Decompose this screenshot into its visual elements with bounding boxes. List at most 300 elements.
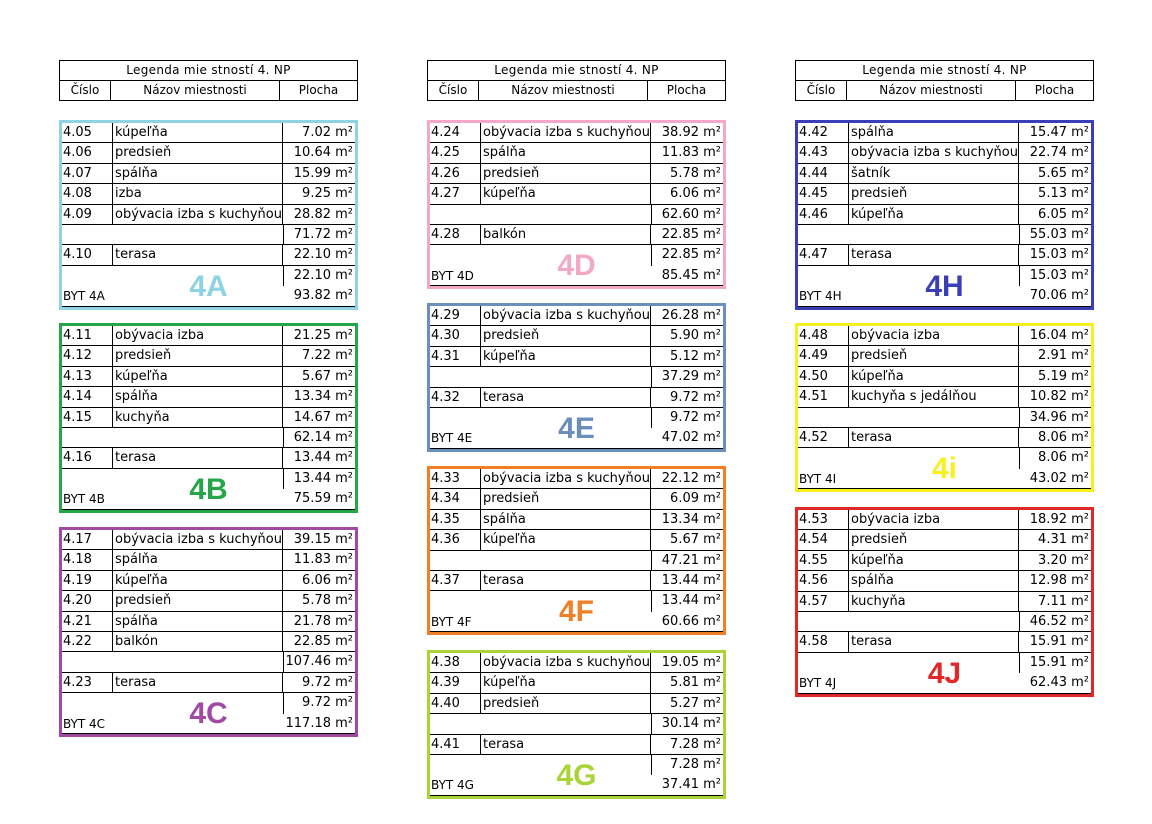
room-area: 6.06 m²	[302, 572, 353, 588]
byt-label: BYT 4A	[63, 289, 105, 304]
room-number: 4.25	[430, 143, 481, 162]
room-area: 15.99 m²	[293, 165, 353, 181]
room-name: obývacia izba s kuchyňou	[113, 205, 283, 224]
col-num-header: Číslo	[796, 81, 847, 100]
room-row	[430, 469, 723, 489]
room-number: 4.22	[62, 632, 113, 651]
room-name: terasa	[849, 428, 1019, 447]
room-number: 4.18	[62, 550, 113, 569]
exterior-row	[62, 245, 355, 265]
room-number: 4.13	[62, 367, 113, 386]
room-name: spálňa	[481, 510, 651, 529]
room-number: 4.27	[430, 184, 481, 203]
room-name: obývacia izba s kuchyňou	[481, 653, 651, 672]
subtotal-exterior: 9.72 m²	[651, 408, 723, 428]
byt-row	[798, 673, 1091, 693]
subtotal-row	[62, 428, 355, 448]
room-name: predsieň	[113, 591, 283, 610]
room-name: obývacia izba	[113, 326, 283, 345]
column-2	[427, 60, 726, 101]
room-number: 4.15	[62, 408, 113, 427]
room-name: šatník	[849, 164, 1019, 183]
room-row	[430, 694, 723, 714]
byt-row	[62, 714, 355, 734]
subtotal-exterior: 9.72 m²	[283, 693, 355, 713]
unit-4d	[427, 120, 726, 289]
byt-total: 62.43 m²	[1029, 675, 1089, 691]
unit-4f	[427, 466, 726, 635]
room-row	[430, 347, 723, 367]
byt-total: 93.82 m²	[293, 288, 353, 304]
subtotal-row	[62, 693, 355, 713]
subtotal-exterior: 15.03 m²	[1019, 266, 1091, 286]
subtotal-exterior: 13.44 m²	[651, 591, 723, 611]
subtotal-row	[62, 266, 355, 286]
blank-cell	[482, 367, 651, 386]
room-row	[430, 653, 723, 673]
room-name: predsieň	[849, 184, 1019, 203]
room-number: 4.21	[62, 612, 113, 631]
subtotal-row	[798, 266, 1091, 286]
subtotal-interior: 71.72 m²	[283, 225, 355, 244]
room-name: kúpeľňa	[481, 530, 651, 549]
col-area-header: Plocha	[1034, 83, 1075, 97]
room-area: 15.03 m²	[1029, 247, 1089, 263]
byt-row	[62, 286, 355, 306]
room-name: kuchyňa	[113, 408, 283, 427]
unit-label: 4G	[556, 758, 597, 792]
exterior-row	[430, 225, 723, 245]
blank-cell	[850, 673, 1019, 692]
room-area: 15.47 m²	[1029, 125, 1089, 140]
room-name: kuchyňa s jedálňou	[849, 387, 1019, 406]
unit-label: 4E	[558, 411, 595, 445]
room-number: 4.08	[62, 184, 113, 203]
blank-cell	[430, 755, 482, 775]
room-name: terasa	[849, 632, 1019, 651]
subtotal-row	[430, 245, 723, 265]
room-number: 4.31	[430, 347, 481, 366]
room-area: 6.06 m²	[670, 186, 721, 202]
room-area: 7.11 m²	[1038, 593, 1089, 609]
byt-total: 47.02 m²	[661, 430, 721, 446]
room-name: kuchyňa	[849, 592, 1019, 611]
room-number: 4.36	[430, 530, 481, 549]
room-number: 4.41	[430, 735, 481, 754]
room-number: 4.29	[430, 306, 481, 325]
exterior-row	[798, 632, 1091, 652]
room-name: terasa	[113, 245, 283, 264]
room-row	[430, 164, 723, 184]
room-row	[430, 489, 723, 509]
room-area: 12.98 m²	[1029, 573, 1089, 589]
subtotal-row	[430, 367, 723, 387]
room-number: 4.46	[798, 205, 849, 224]
blank-cell	[798, 266, 850, 286]
unit-label: 4F	[558, 595, 594, 629]
room-number: 4.05	[62, 123, 113, 142]
room-area: 7.22 m²	[302, 348, 353, 364]
col-num-header: Číslo	[428, 81, 479, 100]
room-name: terasa	[849, 245, 1019, 264]
room-row	[798, 164, 1091, 184]
room-name: obývacia izba s kuchyňou	[481, 306, 651, 325]
subtotal-interior: 62.14 m²	[283, 428, 355, 447]
byt-total: 70.06 m²	[1029, 288, 1089, 304]
blank-cell	[482, 612, 651, 631]
subtotal-row	[430, 591, 723, 611]
subtotal-row	[798, 653, 1091, 673]
room-name: terasa	[481, 388, 651, 407]
room-area: 5.65 m²	[1038, 165, 1089, 181]
subtotal-row	[798, 612, 1091, 632]
room-row	[798, 551, 1091, 571]
room-name: kúpeľňa	[481, 184, 651, 203]
room-row	[62, 367, 355, 387]
exterior-row	[798, 428, 1091, 448]
room-area: 13.34 m²	[293, 389, 353, 405]
room-row	[430, 673, 723, 693]
byt-row	[430, 428, 723, 448]
room-number: 4.48	[798, 326, 849, 345]
room-area: 7.28 m²	[670, 736, 721, 752]
subtotal-exterior: 15.91 m²	[1019, 653, 1091, 673]
room-row	[798, 346, 1091, 366]
room-area: 5.81 m²	[670, 675, 721, 691]
blank-cell	[482, 205, 651, 224]
room-number: 4.34	[430, 489, 481, 508]
blank-cell	[430, 408, 482, 428]
room-row	[62, 346, 355, 366]
byt-total: 37.41 m²	[661, 777, 721, 793]
subtotal-row	[62, 469, 355, 489]
room-row	[430, 510, 723, 530]
room-number: 4.56	[798, 571, 849, 590]
room-area: 22.85 m²	[293, 633, 353, 649]
room-number: 4.57	[798, 592, 849, 611]
blank-cell	[430, 714, 482, 733]
room-number: 4.45	[798, 184, 849, 203]
room-name: predsieň	[849, 530, 1019, 549]
room-row	[430, 184, 723, 204]
unit-label: 4C	[189, 696, 228, 730]
blank-cell	[114, 266, 283, 286]
room-number: 4.06	[62, 143, 113, 162]
room-row	[62, 326, 355, 346]
blank-cell	[114, 714, 283, 733]
room-name: spálňa	[481, 143, 651, 162]
subtotal-row	[62, 652, 355, 672]
exterior-row	[62, 673, 355, 693]
room-name: spálňa	[113, 612, 283, 631]
room-row	[798, 592, 1091, 612]
room-row	[62, 184, 355, 204]
room-number: 4.24	[430, 123, 481, 142]
room-area: 28.82 m²	[293, 206, 353, 222]
room-area: 3.20 m²	[1038, 552, 1089, 568]
byt-total: 85.45 m²	[661, 267, 721, 283]
room-number: 4.54	[798, 530, 849, 549]
room-number: 4.23	[62, 673, 113, 692]
room-area: 26.28 m²	[661, 308, 721, 323]
subtotal-row	[430, 408, 723, 428]
room-name: predsieň	[481, 164, 651, 183]
room-name: kúpeľňa	[113, 571, 283, 590]
blank-cell	[482, 266, 651, 285]
byt-label: BYT 4D	[431, 268, 474, 283]
room-area: 21.25 m²	[293, 328, 353, 343]
room-name: terasa	[113, 448, 283, 467]
subtotal-row	[798, 408, 1091, 428]
room-area: 5.78 m²	[670, 165, 721, 181]
room-row	[430, 530, 723, 550]
room-name: kúpeľňa	[849, 205, 1019, 224]
room-row	[62, 408, 355, 428]
room-area: 22.12 m²	[661, 471, 721, 486]
blank-cell	[114, 225, 283, 244]
room-number: 4.09	[62, 205, 113, 224]
blank-cell	[430, 367, 482, 386]
room-row	[798, 326, 1091, 346]
blank-cell	[850, 266, 1019, 286]
room-row	[62, 571, 355, 591]
blank-cell	[850, 225, 1019, 244]
blank-cell	[798, 653, 850, 673]
unit-label: 4H	[925, 269, 964, 303]
room-number: 4.14	[62, 387, 113, 406]
legend-title: Legenda mie stností 4. NP	[60, 61, 357, 81]
unit-label: 4i	[931, 452, 958, 486]
room-row	[798, 205, 1091, 225]
byt-row	[430, 266, 723, 286]
exterior-row	[430, 735, 723, 755]
room-name: obývacia izba	[849, 510, 1019, 529]
room-number: 4.51	[798, 387, 849, 406]
unit-label: 4B	[189, 472, 228, 506]
blank-cell	[430, 551, 482, 570]
subtotal-row	[430, 714, 723, 734]
unit-4e	[427, 303, 726, 452]
room-area: 16.04 m²	[1029, 328, 1089, 343]
legend-title: Legenda mie stností 4. NP	[428, 61, 725, 81]
room-row	[62, 164, 355, 184]
room-area: 5.13 m²	[1038, 186, 1089, 202]
col-name-header: Názov miestnosti	[847, 81, 1016, 100]
room-name: izba	[113, 184, 283, 203]
blank-cell	[62, 693, 114, 713]
blank-cell	[114, 489, 283, 508]
room-number: 4.19	[62, 571, 113, 590]
room-number: 4.33	[430, 469, 481, 488]
exterior-row	[430, 388, 723, 408]
byt-label: BYT 4J	[799, 676, 837, 691]
legend-title: Legenda mie stností 4. NP	[796, 61, 1093, 81]
unit-4a	[59, 120, 358, 310]
blank-cell	[430, 245, 482, 265]
subtotal-interior: 34.96 m²	[1019, 408, 1091, 427]
blank-cell	[62, 469, 114, 489]
room-area: 9.72 m²	[302, 674, 353, 690]
room-area: 5.19 m²	[1038, 368, 1089, 384]
blank-cell	[114, 693, 283, 713]
blank-cell	[798, 448, 850, 468]
blank-cell	[62, 266, 114, 286]
room-row	[430, 143, 723, 163]
room-area: 13.34 m²	[661, 511, 721, 527]
room-number: 4.26	[430, 164, 481, 183]
room-number: 4.58	[798, 632, 849, 651]
room-area: 9.72 m²	[670, 389, 721, 405]
col-area-header: Plocha	[298, 83, 339, 97]
room-row	[798, 530, 1091, 550]
blank-cell	[482, 591, 651, 611]
blank-cell	[850, 612, 1019, 631]
room-area: 5.27 m²	[670, 695, 721, 711]
exterior-row	[62, 448, 355, 468]
blank-cell	[430, 205, 482, 224]
room-row	[62, 591, 355, 611]
exterior-row	[430, 571, 723, 591]
room-number: 4.17	[62, 530, 113, 549]
byt-label: BYT 4F	[431, 614, 472, 629]
room-number: 4.07	[62, 164, 113, 183]
room-area: 10.82 m²	[1029, 389, 1089, 405]
room-name: kúpeľňa	[849, 551, 1019, 570]
room-number: 4.30	[430, 326, 481, 345]
subtotal-row	[430, 205, 723, 225]
room-row	[430, 326, 723, 346]
room-name: kúpeľňa	[113, 123, 283, 142]
room-name: terasa	[481, 735, 651, 754]
subtotal-interior: 107.46 m²	[283, 652, 355, 671]
subtotal-exterior: 22.85 m²	[651, 245, 723, 265]
room-number: 4.55	[798, 551, 849, 570]
byt-label: BYT 4I	[799, 471, 837, 486]
byt-total: 60.66 m²	[661, 613, 721, 629]
blank-cell	[482, 714, 651, 733]
room-name: obývacia izba s kuchyňou	[481, 123, 651, 142]
byt-row	[62, 489, 355, 509]
unit-label: 4A	[189, 269, 228, 303]
room-area: 4.31 m²	[1038, 532, 1089, 548]
room-number: 4.42	[798, 123, 849, 142]
room-area: 2.91 m²	[1038, 348, 1089, 364]
subtotal-row	[430, 551, 723, 571]
blank-cell	[482, 245, 651, 265]
room-name: predsieň	[113, 346, 283, 365]
room-number: 4.12	[62, 346, 113, 365]
room-number: 4.10	[62, 245, 113, 264]
room-row	[62, 632, 355, 652]
byt-row	[430, 612, 723, 632]
room-number: 4.52	[798, 428, 849, 447]
room-area: 15.91 m²	[1029, 634, 1089, 650]
subtotal-row	[430, 755, 723, 775]
blank-cell	[482, 775, 651, 794]
unit-4i	[795, 323, 1094, 492]
blank-cell	[482, 428, 651, 447]
room-number: 4.43	[798, 143, 849, 162]
unit-4b	[59, 323, 358, 513]
room-number: 4.47	[798, 245, 849, 264]
room-number: 4.11	[62, 326, 113, 345]
room-number: 4.28	[430, 225, 481, 244]
room-row	[62, 550, 355, 570]
subtotal-row	[798, 448, 1091, 468]
legend-header	[427, 60, 726, 101]
blank-cell	[62, 428, 114, 447]
blank-cell	[430, 591, 482, 611]
byt-label: BYT 4H	[799, 289, 842, 304]
room-area: 22.10 m²	[293, 247, 353, 263]
room-name: kúpeľňa	[113, 367, 283, 386]
byt-label: BYT 4C	[63, 716, 106, 731]
col-name-header: Názov miestnosti	[111, 81, 280, 100]
room-row	[430, 306, 723, 326]
blank-cell	[850, 653, 1019, 673]
room-area: 5.78 m²	[302, 593, 353, 609]
room-row	[62, 123, 355, 143]
column-3	[795, 60, 1094, 101]
byt-label: BYT 4E	[431, 431, 473, 446]
subtotal-exterior: 13.44 m²	[283, 469, 355, 489]
subtotal-interior: 55.03 m²	[1019, 225, 1091, 244]
room-row	[62, 530, 355, 550]
room-number: 4.20	[62, 591, 113, 610]
subtotal-exterior: 7.28 m²	[651, 755, 723, 775]
room-name: spálňa	[849, 123, 1019, 142]
room-area: 22.85 m²	[661, 226, 721, 242]
byt-label: BYT 4G	[431, 778, 474, 793]
byt-row	[430, 775, 723, 795]
room-area: 38.92 m²	[661, 125, 721, 140]
blank-cell	[114, 428, 283, 447]
unit-label: 4J	[927, 656, 962, 690]
room-name: terasa	[113, 673, 283, 692]
blank-cell	[850, 448, 1019, 468]
room-area: 18.92 m²	[1029, 512, 1089, 527]
room-name: predsieň	[113, 143, 283, 162]
room-area: 22.74 m²	[1029, 145, 1089, 161]
room-row	[798, 510, 1091, 530]
legend-header	[795, 60, 1094, 101]
blank-cell	[798, 612, 850, 631]
unit-4g	[427, 650, 726, 799]
room-name: obývacia izba s kuchyňou	[481, 469, 651, 488]
room-name: balkón	[481, 225, 651, 244]
room-area: 14.67 m²	[293, 409, 353, 425]
unit-4j	[795, 507, 1094, 697]
room-name: spálňa	[113, 550, 283, 569]
blank-cell	[798, 408, 850, 427]
subtotal-interior: 47.21 m²	[651, 551, 723, 570]
room-area: 10.64 m²	[293, 145, 353, 161]
blank-cell	[114, 652, 283, 671]
room-number: 4.39	[430, 673, 481, 692]
room-number: 4.44	[798, 164, 849, 183]
room-area: 13.44 m²	[661, 572, 721, 588]
room-area: 6.09 m²	[670, 491, 721, 507]
blank-cell	[850, 286, 1019, 305]
room-row	[430, 123, 723, 143]
room-name: predsieň	[481, 489, 651, 508]
room-name: kúpeľňa	[481, 347, 651, 366]
blank-cell	[62, 652, 114, 671]
room-row	[798, 184, 1091, 204]
col-area-header: Plocha	[666, 83, 707, 97]
room-name: spálňa	[849, 571, 1019, 590]
room-name: spálňa	[113, 164, 283, 183]
